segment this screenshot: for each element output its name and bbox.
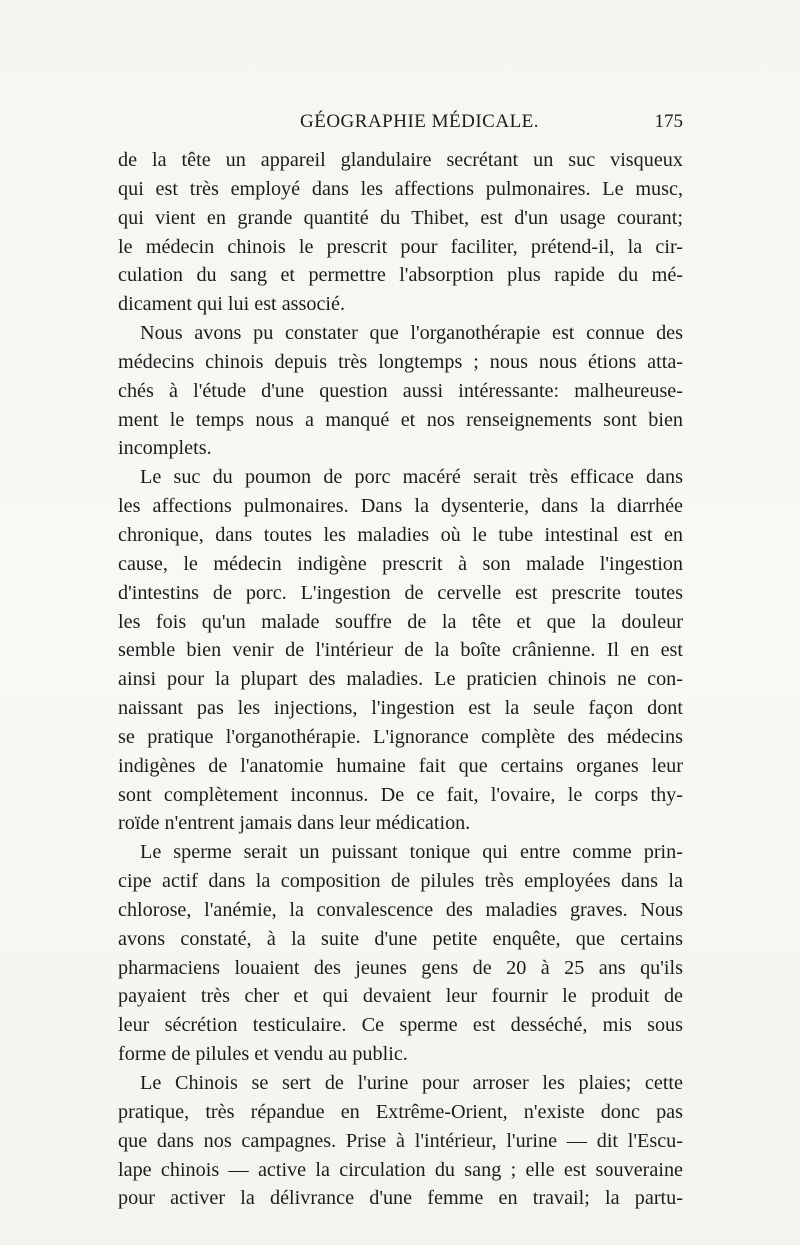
text-line: cause, le médecin indigène prescrit à son malade l'ingestion [118,552,683,575]
text-line: ainsi pour la plupart des maladies. Le praticien chinois ne con- [118,668,683,691]
text-line: semble bien venir de l'intérieur de la boîte crânienne. Il en est [118,639,683,662]
text-line: leur sécrétion testiculaire. Ce sperme est desséché, mis sous [118,1014,683,1037]
text-line: pratique, très répandue en Extrême-Orient, n'existe donc pas [118,1100,683,1123]
text-line: que dans nos campagnes. Prise à l'intérieur, l'urine — dit l'Escu- [118,1129,683,1152]
text-line: d'intestins de porc. L'ingestion de cervelle est prescrite toutes [118,581,683,604]
text-line: dicament qui lui est associé. [118,293,346,316]
text-line: de la tête un appareil glandulaire secrétant un suc visqueux [118,149,683,171]
text-line: cipe actif dans la composition de pilules très employées dans la [118,870,683,893]
text-line: Nous avons pu constater que l'organothérapie est connue des [140,322,683,345]
text-line: chés à l'étude d'une question aussi intéressante: malheureuse- [118,379,683,402]
text-line: ment le temps nous a manqué et nos renseignements sont bien [118,408,683,431]
text-line: pour activer la délivrance d'une femme en travail; la partu- [118,1187,683,1210]
text-line: Le Chinois se sert de l'urine pour arroser les plaies; cette [140,1072,683,1094]
body-text [118,146,683,1213]
text-line: roïde n'entrent jamais dans leur médication. [118,812,471,835]
text-line: Le sperme serait un puissant tonique qui entre comme prin- [140,841,683,864]
text-line: Le suc du poumon de porc macéré serait très efficace dans [140,466,683,489]
text-line: indigènes de l'anatomie humaine fait que certains organes leur [118,754,683,777]
text-line: médecins chinois depuis très longtemps ; nous nous étions atta- [118,350,683,373]
text-line: qui est très employé dans les affections pulmonaires. Le musc, [118,177,683,200]
text-line: chronique, dans toutes les maladies où le tube intestinal est en [118,523,683,546]
page-number: 175 [654,111,683,132]
text-line: qui vient en grande quantité du Thibet, est d'un usage courant; [118,206,683,229]
text-line: avons constaté, à la suite d'une petite enquête, que certains [118,927,683,950]
text-line: incomplets. [118,437,212,460]
text-line: se pratique l'organothérapie. L'ignorance complète des médecins [118,725,683,748]
text-line: chlorose, l'anémie, la convalescence des maladies graves. Nous [118,898,683,921]
running-title: GÉOGRAPHIE MÉDICALE. [300,111,540,132]
text-line: sont complètement inconnus. De ce fait, l'ovaire, le corps thy- [118,783,683,806]
running-header [118,111,683,139]
text-line: pharmaciens louaient des jeunes gens de 20 à 25 ans qu'ils [118,956,683,979]
text-line: forme de pilules et vendu au public. [118,1043,408,1066]
text-line: les affections pulmonaires. Dans la dysenterie, dans la diarrhée [118,495,683,518]
text-line: naissant pas les injections, l'ingestion est la seule façon dont [118,697,683,720]
text-line: payaient très cher et qui devaient leur fournir le produit de [118,985,683,1008]
text-line: le médecin chinois le prescrit pour faciliter, prétend-il, la cir- [118,235,683,258]
text-line: les fois qu'un malade souffre de la tête et que la douleur [118,610,683,633]
text-line: lape chinois — active la circulation du sang ; elle est souveraine [118,1158,683,1181]
text-line: culation du sang et permettre l'absorption plus rapide du mé- [118,264,683,287]
